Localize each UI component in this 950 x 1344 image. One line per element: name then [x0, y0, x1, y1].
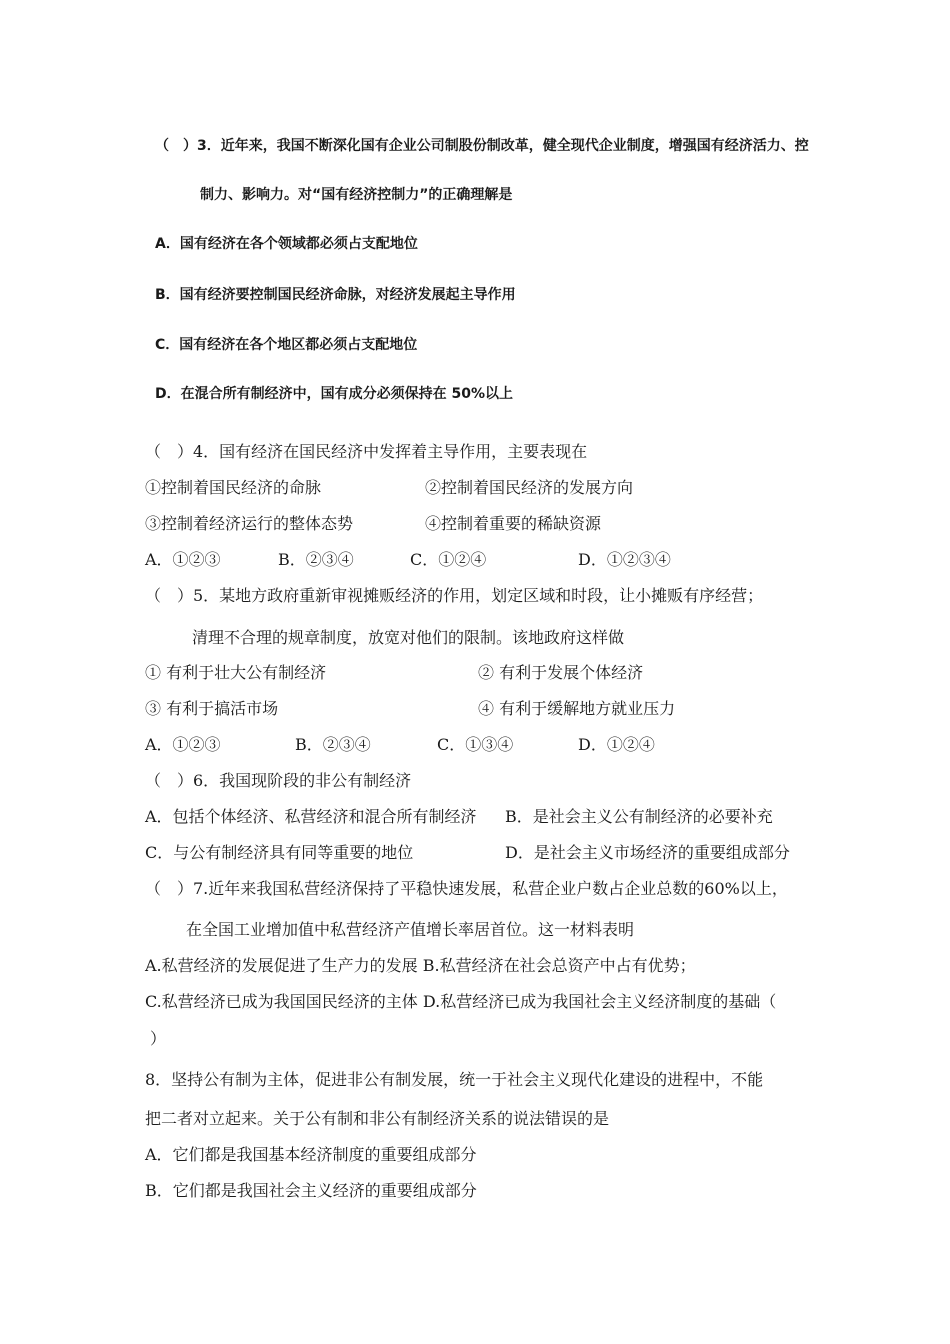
q4-option-c: C．①②④	[410, 550, 487, 569]
q8-stem-line2: 把二者对立起来。关于公有制和非公有制经济关系的说法错误的是	[145, 1109, 610, 1128]
q7-stem-line2: 在全国工业增加值中私营经济产值增长率居首位。这一材料表明	[186, 920, 635, 939]
q6-option-a: A．包括个体经济、私营经济和混合所有制经济	[145, 807, 477, 826]
q5-item-2: ② 有利于发展个体经济	[478, 663, 644, 682]
q4-item-4: ④控制着重要的稀缺资源	[425, 514, 602, 533]
q4-option-b: B．②③④	[278, 550, 354, 569]
q4-option-a: A．①②③	[145, 550, 221, 569]
q5-item-4: ④ 有利于缓解地方就业压力	[478, 699, 676, 718]
q5-item-1: ① 有利于壮大公有制经济	[145, 663, 327, 682]
q5-stem-line1: （ ）5．某地方政府重新审视摊贩经济的作用，划定区域和时段，让小摊贩有序经营；	[145, 586, 764, 605]
q5-item-3: ③ 有利于搞活市场	[145, 699, 279, 718]
q5-option-b: B．②③④	[295, 735, 371, 754]
q7-stem-line1: （ ）7.近年来我国私营经济保持了平稳快速发展，私营企业户数占企业总数的60%以上，	[145, 879, 788, 898]
q4-option-d: D．①②③④	[578, 550, 671, 569]
q5-option-d: D．①②④	[578, 735, 655, 754]
q3-option-d: D．在混合所有制经济中，国有成分必须保持在 50%以上	[155, 386, 514, 402]
q6-stem: （ ）6．我国现阶段的非公有制经济	[145, 771, 412, 790]
q3-option-a: A．国有经济在各个领域都必须占支配地位	[155, 236, 418, 252]
q6-option-b: B．是社会主义公有制经济的必要补充	[505, 807, 773, 826]
q4-item-2: ②控制着国民经济的发展方向	[425, 478, 634, 497]
q3-option-b: B．国有经济要控制国民经济命脉，对经济发展起主导作用	[155, 287, 516, 303]
q7-close-paren: ）	[150, 1029, 167, 1048]
q6-option-c: C．与公有制经济具有同等重要的地位	[145, 843, 414, 862]
q7-options-ab: A.私营经济的发展促进了生产力的发展 B.私营经济在社会总资产中占有优势；	[145, 956, 696, 975]
q4-item-3: ③控制着经济运行的整体态势	[145, 514, 354, 533]
q8-option-b: B．它们都是我国社会主义经济的重要组成部分	[145, 1181, 477, 1200]
q8-stem-line1: 8．坚持公有制为主体，促进非公有制发展，统一于社会主义现代化建设的进程中，不能	[145, 1070, 764, 1089]
q4-item-1: ①控制着国民经济的命脉	[145, 478, 322, 497]
q3-stem-line1: （ ）3．近年来，我国不断深化国有企业公司制股份制改革，健全现代企业制度，增强国有经济活力、控	[155, 138, 809, 154]
q5-option-a: A．①②③	[145, 735, 221, 754]
q3-option-c: C．国有经济在各个地区都必须占支配地位	[155, 337, 418, 353]
q8-option-a: A．它们都是我国基本经济制度的重要组成部分	[145, 1145, 477, 1164]
q5-option-c: C．①③④	[437, 735, 514, 754]
q7-options-cd: C.私营经济已成为我国国民经济的主体 D.私营经济已成为我国社会主义经济制度的基础（	[145, 992, 777, 1011]
q5-stem-line2: 清理不合理的规章制度，放宽对他们的限制。该地政府这样做	[192, 628, 625, 647]
q3-stem-line2: 制力、影响力。对“国有经济控制力”的正确理解是	[200, 187, 513, 203]
q6-option-d: D．是社会主义市场经济的重要组成部分	[505, 843, 790, 862]
q4-stem: （ ）4．国有经济在国民经济中发挥着主导作用，主要表现在	[145, 442, 588, 461]
